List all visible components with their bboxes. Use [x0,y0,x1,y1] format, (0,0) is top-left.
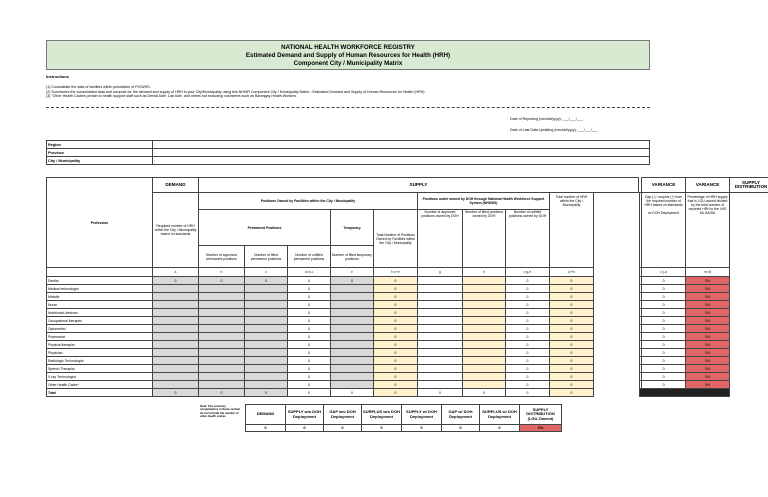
unfilled-perm-cell: 0 [288,317,331,325]
approved-perm-cell[interactable] [199,285,245,293]
variance-with-doh-cell: 0 [642,349,686,357]
total-owned-cell: 0 [374,373,418,381]
unfilled-perm-cell: 0 [288,333,331,341]
filled-perm-cell[interactable] [245,309,288,317]
total-demand: 0 [153,389,199,397]
total-hrh-header: Total number of HRH within the City / Municipality [550,193,594,268]
variance-header-2: VARIANCE [686,178,730,193]
title-line-1: NATIONAL HEALTH WORKFORCE REGISTRY [281,44,415,51]
filled-temp-cell[interactable] [331,357,374,365]
demand-cell[interactable]: 0 [153,277,199,285]
pct-lgu-cell: 0% [686,301,730,309]
total-temp: 0 [331,389,374,397]
variance-with-doh-cell: 0 [642,365,686,373]
filled-temp-header: Number of filled temporary positions [331,246,374,268]
filled-perm-cell[interactable] [245,285,288,293]
demand-cell[interactable] [153,381,199,389]
total-hrh-cell: 0 [550,309,594,317]
title-line-3: Component City / Municipality Matrix [293,60,403,67]
variance-with-doh-cell: 0 [642,277,686,285]
unfilled-doh-cell: 0 [506,309,550,317]
approved-perm-cell[interactable] [199,357,245,365]
profession-name: Physician [47,349,153,357]
table-row [47,317,768,325]
total-label: Total [47,389,153,397]
filled-doh-cell[interactable] [463,325,506,333]
total-owned-cell: 0 [374,349,418,357]
required-hrh-header: Required number of HRH within the City / Municipality based on standards [153,193,199,268]
demand-cell[interactable] [153,373,199,381]
filled-perm-cell[interactable]: 0 [245,277,288,285]
profession-name: Speech Therapist [47,365,153,373]
total-owned: 0 [374,389,418,397]
filled-perm-cell[interactable] [245,333,288,341]
approved-perm-header: Number of approved permanent positions [199,246,245,268]
formula-i: i=g-h [506,268,550,277]
formula-row [47,268,768,277]
profession-name: Other Health Cadre* [47,381,153,389]
filled-perm-cell[interactable] [245,341,288,349]
unfilled-doh-cell: 0 [506,285,550,293]
summary-header: DEMAND [246,405,286,425]
profession-name: Physical therapist [47,341,153,349]
total-hrh-cell: 0 [550,373,594,381]
total-owned-cell: 0 [374,285,418,293]
profession-rows [47,277,768,389]
total-owned-cell: 0 [374,357,418,365]
total-owned-header: Total Number of Positions Owned by Facilities within the City / Municipality [374,210,418,268]
demand-cell[interactable] [153,325,199,333]
filled-doh-cell[interactable] [463,301,506,309]
unfilled-perm-cell: 0 [288,373,331,381]
variance-with-doh-cell: 0 [642,373,686,381]
unfilled-perm-cell: 0 [288,301,331,309]
variance-with-doh-cell: 0 [642,293,686,301]
filled-perm-cell[interactable] [245,381,288,389]
table-row [47,285,768,293]
total-filled: 0 [245,389,288,397]
doh-positions-header: Positions under owned by DOH through National Health Workforce Support System (NHWSS) [418,193,550,210]
demand-cell[interactable] [153,333,199,341]
filled-temp-cell[interactable] [331,317,374,325]
total-hrh-cell: 0 [550,349,594,357]
pct-lgu-cell: 0% [686,349,730,357]
pct-lgu-cell: 0% [686,341,730,349]
unfilled-perm-cell: 0 [288,381,331,389]
profession-name: Occupational therapist [47,317,153,325]
unfilled-doh-cell: 0 [506,365,550,373]
total-hrh-cell: 0 [550,293,594,301]
unfilled-doh-header: Number of unfilled positions owned by DOH [506,210,550,268]
summary-value: 0 [480,425,520,432]
total-unfilled: 0 [288,389,331,397]
variance-with-doh-cell: 0 [642,325,686,333]
profession-name: Medical technologist [47,285,153,293]
pct-lgu-cell: 0% [686,365,730,373]
filled-doh-header: Number of filled positions owned by DOH [463,210,506,268]
total-hrh-cell: 0 [550,365,594,373]
table-row [47,349,768,357]
filled-perm-cell[interactable] [245,301,288,309]
pct-lgu-cell: 0% [686,357,730,365]
summary-header: SUPPLY w/ DOH Deployment [402,405,442,425]
summary-header: GAP w/o DOH Deployment [324,405,362,425]
summary-value: 0 [324,425,362,432]
filled-temp-cell[interactable] [331,373,374,381]
variance-with-doh-cell: 0 [642,285,686,293]
summary-note: Note: The summary computations in these section do not include the number of other health cadres [200,404,241,418]
gap-with-doh-sub: w/ DOH Deployment [648,211,679,215]
approved-doh-cell[interactable] [418,301,463,309]
unfilled-doh-cell: 0 [506,277,550,285]
location-table [46,140,650,165]
formula-c: c [245,268,288,277]
pct-lgu-cell: 0% [686,317,730,325]
table-row [47,309,768,317]
approved-doh-cell[interactable] [418,365,463,373]
table-row [47,277,768,285]
demand-cell[interactable] [153,357,199,365]
pct-lgu-cell: 0% [686,333,730,341]
approved-perm-cell[interactable] [199,301,245,309]
table-row [47,325,768,333]
formula-a: a [153,268,199,277]
filled-doh-cell[interactable] [463,373,506,381]
filled-doh-cell[interactable] [463,341,506,349]
filled-doh-cell[interactable] [463,381,506,389]
variance-with-doh-cell: 0 [642,301,686,309]
variance-header-1: VARIANCE [642,178,686,193]
demand-cell[interactable] [153,341,199,349]
filled-doh-cell[interactable] [463,357,506,365]
summary-header: GAP w/ DOH Deployment [442,405,480,425]
city-label: City / Municipality [47,157,153,165]
supply-header: SUPPLY [199,178,639,193]
unfilled-perm-cell: 0 [288,357,331,365]
approved-doh-cell[interactable] [418,381,463,389]
total-owned-cell: 0 [374,301,418,309]
variance-with-doh-cell: 0 [642,317,686,325]
approved-doh-cell[interactable] [418,277,463,285]
total-hrh-cell: 0 [550,341,594,349]
approved-perm-cell[interactable] [199,309,245,317]
total-owned-cell: 0 [374,293,418,301]
profession-name: Optometrist [47,325,153,333]
unfilled-perm-cell: 0 [288,277,331,285]
approved-perm-cell[interactable] [199,365,245,373]
permanent-positions-header: Permanent Positions [199,210,331,246]
filled-temp-cell[interactable] [331,341,374,349]
variance-with-doh-cell: 0 [642,333,686,341]
unfilled-doh-cell: 0 [506,325,550,333]
filled-temp-cell[interactable] [331,333,374,341]
total-owned-cell: 0 [374,333,418,341]
table-row [47,357,768,365]
total-row [47,389,768,397]
formula-h: h [463,268,506,277]
total-owned-cell: 0 [374,381,418,389]
unfilled-doh-cell: 0 [506,317,550,325]
city-field[interactable]: : [153,157,650,165]
filled-doh-cell[interactable] [463,317,506,325]
hrh-matrix-table [46,177,768,397]
filled-doh-cell[interactable] [463,349,506,357]
unfilled-perm-cell: 0 [288,293,331,301]
approved-perm-cell[interactable] [199,349,245,357]
filled-perm-cell[interactable] [245,325,288,333]
approved-doh-cell[interactable] [418,293,463,301]
profession-name: Pharmacist [47,333,153,341]
demand-cell[interactable] [153,349,199,357]
summary-table [245,404,562,432]
formula-f: f=c+e [374,268,418,277]
approved-doh-cell[interactable] [418,373,463,381]
province-field[interactable]: : [153,149,650,157]
pct-lgu-cell: 0% [686,373,730,381]
total-approved: 0 [199,389,245,397]
pct-lgu-header: Percentage of HRH supply that is LGU-owned divided by the total number of reported HRH in the LHS ML BA/SA [686,193,730,268]
profession-header: Profession [47,178,153,268]
total-hrh-cell: 0 [550,301,594,309]
approved-doh-cell[interactable] [418,349,463,357]
unfilled-doh-cell: 0 [506,373,550,381]
total-owned-cell: 0 [374,341,418,349]
variance-with-doh-cell: 0 [642,341,686,349]
filled-temp-cell[interactable] [331,349,374,357]
approved-doh-cell[interactable] [418,317,463,325]
formula-j: j=f+h [550,268,594,277]
unfilled-perm-cell: 0 [288,309,331,317]
table-row [47,381,768,389]
pct-lgu-cell: 0% [686,325,730,333]
formula-e: e [331,268,374,277]
profession-name: Midwife [47,293,153,301]
profession-name: Nutritionist-dietician [47,309,153,317]
approved-doh-cell[interactable] [418,325,463,333]
filled-temp-cell[interactable] [331,301,374,309]
instruction-item-2: (2) Summarize the consolidated data and compute for the demand and supply of HRH in your City/Municipality using this NHWR Component City / Municipality Matrix - Estimated Demand and Supply of Human Resources for Health (HRH). [46,89,426,94]
summary-value: 0 [362,425,402,432]
variance-with-doh-cell: 0 [642,381,686,389]
unfilled-perm-header: Number of unfilled permanent positions [288,246,331,268]
summary-header: SUPPLY DISTRIBUTION (LGU-Owned) [520,405,562,425]
table-row [47,365,768,373]
filled-doh-cell[interactable] [463,309,506,317]
unfilled-perm-cell: 0 [288,341,331,349]
demand-cell[interactable] [153,285,199,293]
profession-name: Dentist [47,277,153,285]
total-owned-cell: 0 [374,365,418,373]
summary-header: SURPLUS w/o DOH Deployment [362,405,402,425]
unfilled-perm-cell: 0 [288,325,331,333]
approved-perm-cell[interactable] [199,293,245,301]
profession-name: Nurse [47,301,153,309]
formula-m: m=f/j [686,268,730,277]
formula-d: d=b-c [288,268,331,277]
demand-header: DEMAND [153,178,199,193]
approved-perm-cell[interactable] [199,325,245,333]
filled-temp-cell[interactable] [331,381,374,389]
total-hrh-cell: 0 [550,317,594,325]
total-owned-cell: 0 [374,277,418,285]
demand-cell[interactable] [153,317,199,325]
summary-value: 0% [520,425,562,432]
registry-title-box [46,40,650,70]
approved-perm-cell[interactable] [199,333,245,341]
unfilled-doh-cell: 0 [506,301,550,309]
unfilled-perm-cell: 0 [288,365,331,373]
profession-name: X-ray Technologist [47,373,153,381]
pct-lgu-cell: 0% [686,277,730,285]
total-doh-approved: 0 [418,389,463,397]
summary-header: SURPLUS w/ DOH Deployment [480,405,520,425]
total-hrh-cell: 0 [550,333,594,341]
owned-positions-header: Positions Owned by Facilities within the City / Municipality [199,193,418,210]
total-hrh-cell: 0 [550,285,594,293]
profession-name: Radiologic Technologist [47,357,153,365]
filled-perm-cell[interactable] [245,317,288,325]
demand-cell[interactable] [153,301,199,309]
formula-l: l=j-a [642,268,686,277]
formula-g: g [418,268,463,277]
title-line-2: Estimated Demand and Supply of Human Resources for Health (HRH) [245,52,451,59]
filled-doh-cell[interactable] [463,277,506,285]
total-doh-unfilled: 0 [506,389,550,397]
filled-perm-cell[interactable] [245,293,288,301]
pct-lgu-cell: 0% [686,381,730,389]
summary-value: 0 [286,425,324,432]
instruction-item-3: (3) "Other Health Cadres pertain to health support staff such as Dental Aide, Lab Aide, and others but excluding volunteers such as Barangay Health Workers. [46,94,298,98]
filled-doh-cell[interactable] [463,285,506,293]
total-variance-blank [640,389,730,397]
total-hrh-cell: 0 [550,357,594,365]
filled-temp-cell[interactable]: 0 [331,277,374,285]
pct-lgu-cell: 0% [686,309,730,317]
unfilled-doh-cell: 0 [506,349,550,357]
approved-doh-cell[interactable] [418,357,463,365]
approved-doh-header: Number of approved positions owned by DOH [418,210,463,268]
total-hrh-cell: 0 [550,381,594,389]
table-row [47,341,768,349]
unfilled-doh-cell: 0 [506,333,550,341]
instruction-item-1: (1) Consolidate the data of facilities within jurisdiction of P/CWHS. [46,85,151,89]
filled-temp-cell[interactable] [331,365,374,373]
filled-perm-cell[interactable] [245,373,288,381]
gap-with-doh-header [642,193,686,268]
unfilled-doh-cell: 0 [506,381,550,389]
total-owned-cell: 0 [374,325,418,333]
unfilled-doh-cell: 0 [506,293,550,301]
unfilled-perm-cell: 0 [288,285,331,293]
approved-doh-cell[interactable] [418,309,463,317]
table-row [47,373,768,381]
filled-temp-cell[interactable] [331,293,374,301]
instructions-heading: Instructions [46,74,69,79]
region-field[interactable]: : [153,141,650,149]
unfilled-perm-cell: 0 [288,349,331,357]
total-doh-filled: 0 [463,389,506,397]
variance-with-doh-cell: 0 [642,309,686,317]
region-label: Region [47,141,153,149]
filled-doh-cell[interactable] [463,293,506,301]
filled-temp-cell[interactable] [331,309,374,317]
filled-perm-cell[interactable] [245,357,288,365]
approved-doh-cell[interactable] [418,341,463,349]
filled-perm-cell[interactable] [245,365,288,373]
approved-perm-cell[interactable]: 0 [199,277,245,285]
summary-value: 0 [442,425,480,432]
demand-cell[interactable] [153,365,199,373]
table-row [47,333,768,341]
approved-perm-cell[interactable] [199,317,245,325]
unfilled-doh-cell: 0 [506,341,550,349]
approved-perm-cell[interactable] [199,381,245,389]
total-hrh-cell: 0 [550,277,594,285]
date-of-reporting[interactable]: Date of Reporting (mm/dd/yyyy): ___/___/___ [510,117,583,121]
filled-doh-cell[interactable] [463,333,506,341]
pct-lgu-cell: 0% [686,293,730,301]
filled-perm-cell[interactable] [245,349,288,357]
demand-cell[interactable] [153,309,199,317]
table-row [47,301,768,309]
filled-temp-cell[interactable] [331,325,374,333]
table-row [47,293,768,301]
variance-with-doh-cell: 0 [642,357,686,365]
section-divider [46,107,650,108]
summary-value: 0 [402,425,442,432]
total-owned-cell: 0 [374,309,418,317]
approved-doh-cell[interactable] [418,333,463,341]
formula-b: b [199,268,245,277]
supply-distribution-header: SUPPLY DISTRIBUTION [730,178,768,193]
temporary-header: Temporary [331,210,374,246]
approved-doh-cell[interactable] [418,285,463,293]
total-hrh: 0 [550,389,594,397]
filled-temp-cell[interactable] [331,285,374,293]
demand-cell[interactable] [153,293,199,301]
total-owned-cell: 0 [374,317,418,325]
summary-value: 0 [246,425,286,432]
unfilled-doh-cell: 0 [506,357,550,365]
summary-header: SUPPLY w/o DOH Deployment [286,405,324,425]
approved-perm-cell[interactable] [199,341,245,349]
pct-lgu-cell: 0% [686,285,730,293]
date-of-last-updating[interactable]: Date of Last Data Updating (mm/dd/yyyy): ___/___/___ [510,128,598,132]
filled-perm-header: Number of filled permanent positions [245,246,288,268]
gap-with-doh-text: Gap (-) / surplus (+) from the required number of HRH based on standards [644,195,683,207]
filled-doh-cell[interactable] [463,365,506,373]
province-label: Province [47,149,153,157]
total-hrh-cell: 0 [550,325,594,333]
approved-perm-cell[interactable] [199,373,245,381]
